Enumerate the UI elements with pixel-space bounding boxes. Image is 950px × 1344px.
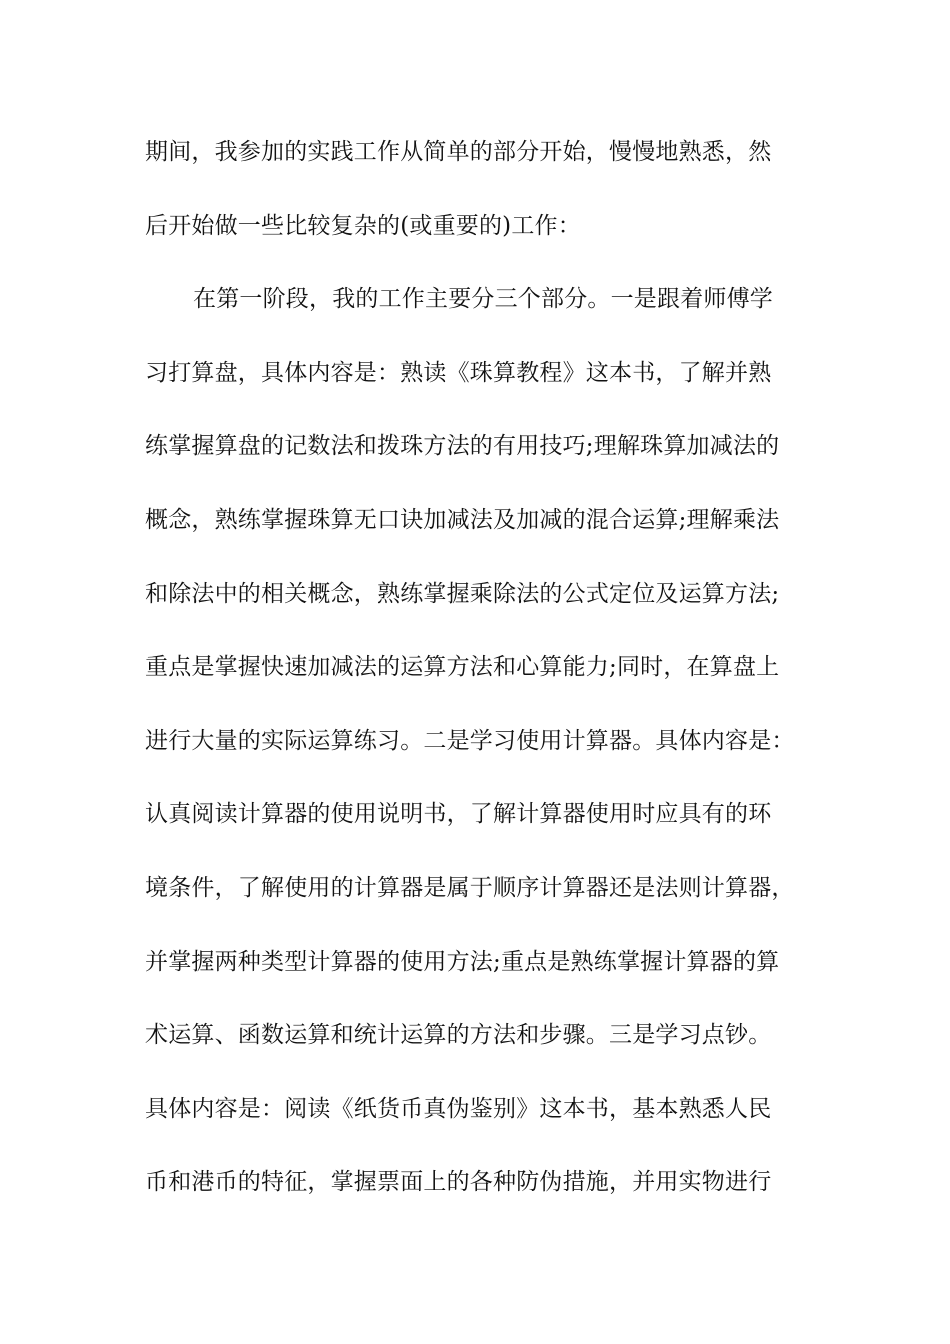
paragraph-start-line: 在第一阶段，我的工作主要分三个部分。一是跟着师傅学 [193, 286, 773, 313]
text-line: 进行大量的实际运算练习。二是学习使用计算器。具体内容是： [145, 727, 795, 754]
text-line: 习打算盘，具体内容是：熟读《珠算教程》这本书，了解并熟 [145, 359, 772, 386]
body-text [145, 130, 825, 1234]
text-line: 练掌握算盘的记数法和拨珠方法的有用技巧;理解珠算加减法的 [145, 433, 780, 460]
text-line: 后开始做一些比较复杂的(或重要的)工作： [145, 212, 581, 239]
text-line: 境条件，了解使用的计算器是属于顺序计算器还是法则计算器， [145, 874, 795, 901]
text-line: 和除法中的相关概念，熟练掌握乘除法的公式定位及运算方法; [145, 580, 780, 607]
text-line: 并掌握两种类型计算器的使用方法;重点是熟练掌握计算器的算 [145, 948, 780, 975]
text-line: 重点是掌握快速加减法的运算方法和心算能力;同时，在算盘上 [145, 654, 780, 681]
text-line: 术运算、函数运算和统计运算的方法和步骤。三是学习点钞。 [145, 1022, 772, 1049]
text-line: 概念，熟练掌握珠算无口诀加减法及加减的混合运算;理解乘法 [145, 506, 780, 533]
text-line: 认真阅读计算器的使用说明书，了解计算器使用时应具有的环 [145, 801, 772, 828]
text-line: 币和港币的特征，掌握票面上的各种防伪措施，并用实物进行 [145, 1169, 772, 1196]
text-line: 具体内容是：阅读《纸货币真伪鉴别》这本书，基本熟悉人民 [145, 1095, 772, 1122]
text-line: 期间，我参加的实践工作从简单的部分开始，慢慢地熟悉，然 [145, 139, 772, 165]
